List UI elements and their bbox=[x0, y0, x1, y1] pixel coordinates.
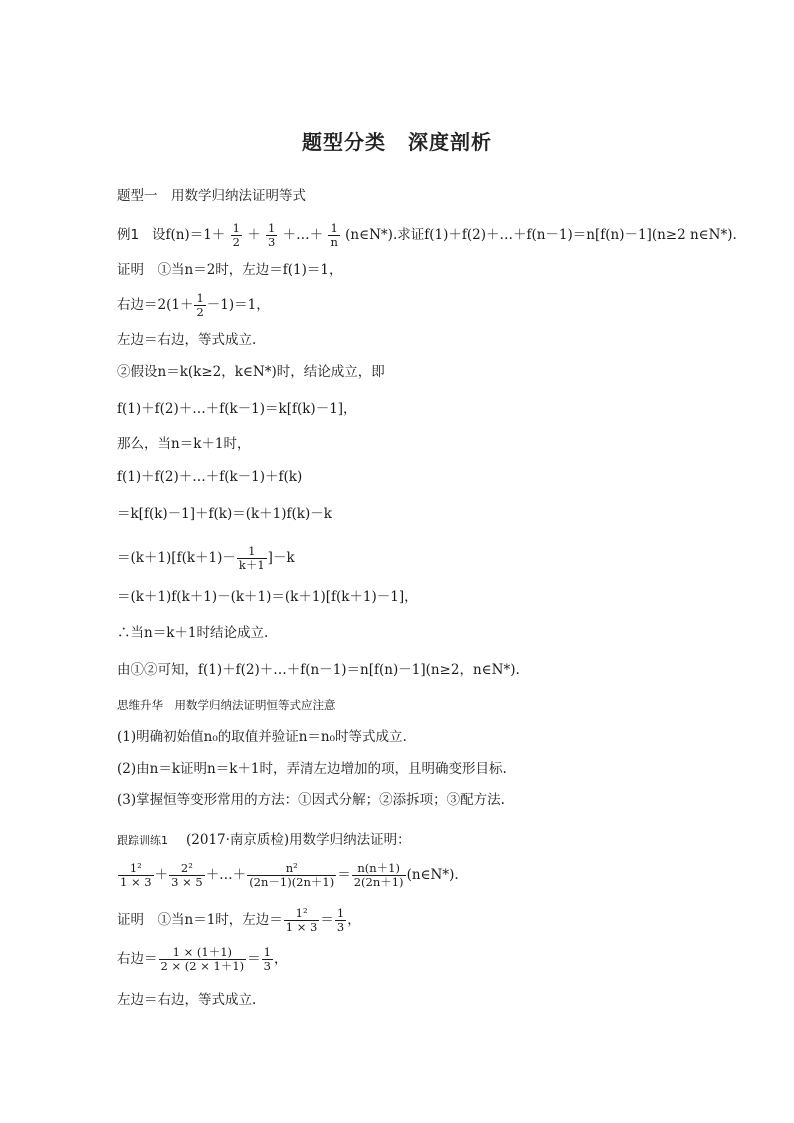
proof-line: 证明 ①当n＝1时，左边＝ $\frac{\text{1²}}{1 \times 3}$ ＝ $\frac{1}{3}$ ， bbox=[117, 906, 361, 934]
example-lead: 设f(n)＝1＋ bbox=[151, 227, 226, 243]
practice-heading: 跟踪训练1 (2017·南京质检)用数学归纳法证明： bbox=[117, 832, 411, 848]
proof-line: 右边＝2(1＋ $\frac{1}{2}$ －1)＝1， bbox=[117, 291, 270, 319]
fraction: $\frac{1}{2}$ bbox=[196, 291, 204, 319]
proof-line: 那么，当n＝k＋1时， bbox=[117, 436, 251, 452]
practice-equation: $\frac{\text{1²}}{1 \times 3}$ ＋ $\frac{\text{2²}}{3 \times 5}$ ＋…＋ $\frac{\text{n²}}{(2n-1)(2n+1)}$ ＝ $\frac{n(n+1)}{2(2n+1)}$ (n∈N*). bbox=[120, 861, 459, 889]
proof-line: 证明 ①当n＝2时，左边＝f(1)＝1， bbox=[117, 262, 343, 278]
fraction: $\frac{\text{n²}}{(2n-1)(2n+1)}$ bbox=[249, 861, 335, 889]
page-title bbox=[0, 126, 794, 155]
proof-line: f(1)＋f(2)＋…＋f(k－1)＋f(k) bbox=[117, 469, 303, 485]
fraction: $\frac{1}{3}$ bbox=[336, 906, 345, 934]
fraction: $\frac{\text{1²}}{1 \times 3}$ bbox=[285, 906, 318, 934]
proof-line: 右边＝ $\frac{1 \times (1+1)}{2 \times (2 \times 1+1)}$ ＝ $\frac{1}{3}$ ， bbox=[117, 945, 288, 973]
title-part1: 题型分类 bbox=[302, 130, 386, 154]
proof-line: 左边＝右边，等式成立. bbox=[117, 992, 257, 1008]
fraction: $\frac{1}{2}$ bbox=[232, 221, 240, 249]
tips-item: (3)掌握恒等变形常用的方法：①因式分解；②添拆项；③配方法. bbox=[117, 792, 505, 808]
proof-line: 左边＝右边，等式成立. bbox=[117, 332, 257, 348]
fraction: $\frac{\text{1²}}{1 \times 3}$ bbox=[120, 861, 152, 889]
fraction: $\frac{n(n+1)}{2(2n+1)}$ bbox=[353, 861, 404, 889]
title-part2: 深度剖析 bbox=[408, 130, 492, 154]
practice-tag: 跟踪训练1 bbox=[117, 834, 168, 847]
fraction: $\frac{\text{2²}}{3 \times 5}$ bbox=[171, 861, 203, 889]
fraction: $\frac{1}{3}$ bbox=[268, 221, 276, 249]
proof-line: ②假设n＝k(k≥2，k∈N*)时，结论成立，即 bbox=[117, 364, 385, 380]
fraction: $\frac{1}{k+1}$ bbox=[238, 544, 265, 572]
example-statement: 例1 设f(n)＝1＋ $\frac{1}{2}$ ＋ $\frac{1}{3}$ ＋…＋ $\frac{1}{n}$ (n∈N*).求证f(1)＋f(2)＋…＋f(n－1)＝n[f(n)－1](n≥2 n∈N*). bbox=[117, 221, 737, 249]
proof-line: f(1)＋f(2)＋…＋f(k－1)＝k[f(k)－1]， bbox=[117, 401, 357, 417]
proof-line: ＝(k＋1)[f(k＋1)－ $\frac{1}{k+1}$ ]－k bbox=[117, 544, 295, 572]
tips-item: (2)由n＝k证明n＝k＋1时，弄清左边增加的项，且明确变形目标. bbox=[117, 761, 507, 777]
proof-line: ∴当n＝k＋1时结论成立. bbox=[117, 625, 269, 641]
tips-item: (1)明确初始值n₀的取值并验证n＝n₀时等式成立. bbox=[117, 729, 407, 745]
proof-line: 由①②可知，f(1)＋f(2)＋…＋f(n－1)＝n[f(n)－1](n≥2，n∈N*). bbox=[117, 662, 520, 678]
fraction: $\frac{1 \times (1+1)}{2 \times (2 \times 1+1)}$ bbox=[160, 945, 245, 973]
section-heading: 题型一 用数学归纳法证明等式 bbox=[117, 188, 306, 204]
tips-heading: 思维升华 用数学归纳法证明恒等式应注意 bbox=[117, 698, 336, 712]
fraction: $\frac{1}{3}$ bbox=[263, 945, 271, 973]
example-label: 例1 bbox=[117, 227, 140, 243]
fraction: $\frac{1}{n}$ bbox=[330, 221, 338, 249]
proof-line: ＝(k＋1)f(k＋1)－(k＋1)＝(k＋1)[f(k＋1)－1]， bbox=[117, 589, 418, 605]
proof-line: ＝k[f(k)－1]＋f(k)＝(k＋1)f(k)－k bbox=[117, 506, 332, 522]
